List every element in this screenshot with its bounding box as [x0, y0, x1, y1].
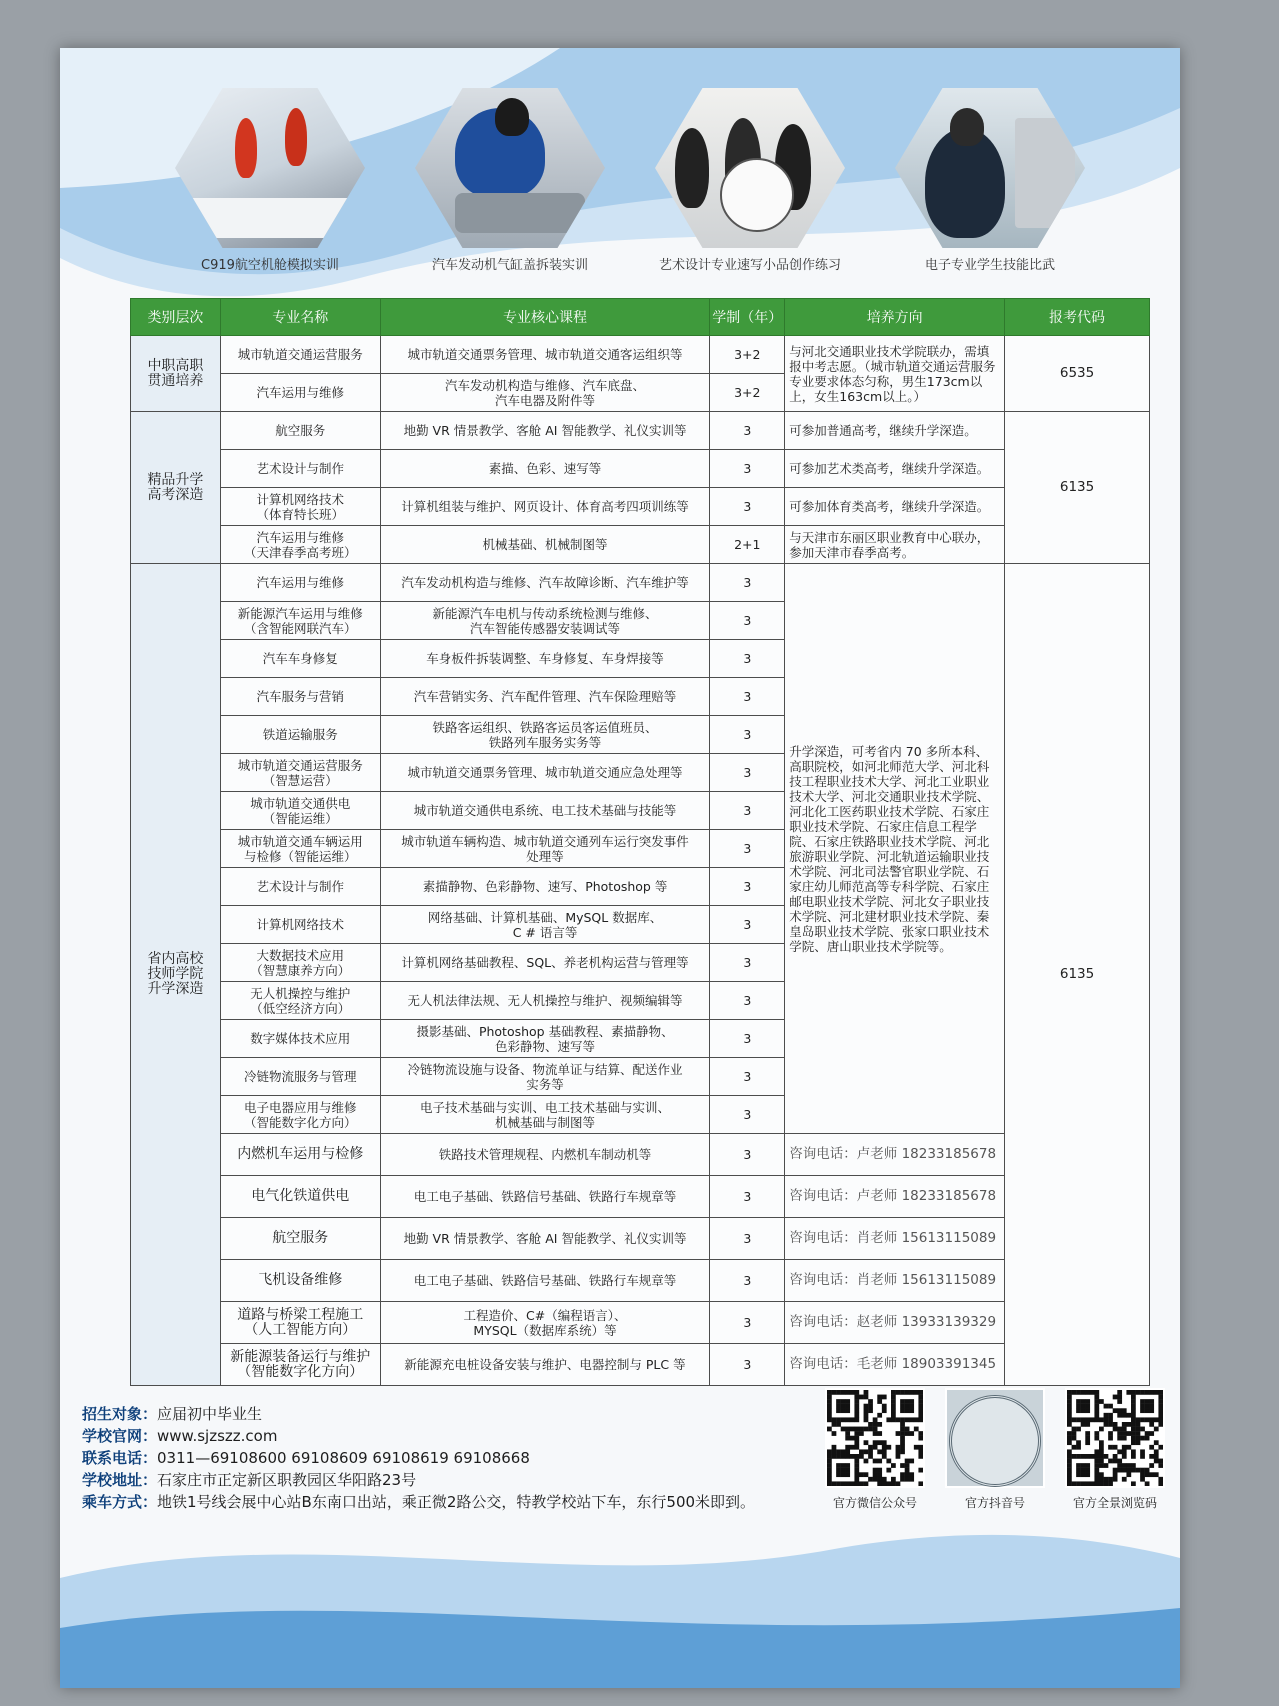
years-cell: 3	[710, 1134, 785, 1176]
code-cell: 6135	[1005, 564, 1150, 1386]
major-cell: 城市轨道交通车辆运用 与检修（智能运维）	[220, 830, 380, 868]
years-cell: 3	[710, 906, 785, 944]
major-cell: 汽车车身修复	[220, 640, 380, 678]
courses-cell: 汽车发动机构造与维修、汽车底盘、 汽车电器及附件等	[380, 374, 710, 412]
consult-phone-cell: 咨询电话：卢老师 18233185678	[785, 1176, 1005, 1218]
years-cell: 3	[710, 982, 785, 1020]
years-cell: 3+2	[710, 374, 785, 412]
qr-label: 官方抖音号	[964, 1496, 1025, 1510]
wechat-qr-block	[820, 1388, 930, 1511]
target-label: 招生对象：	[82, 1405, 158, 1423]
photo-engine-workshop	[415, 88, 605, 248]
website-line	[82, 1425, 782, 1447]
panorama-qr-block	[1060, 1388, 1170, 1511]
address-line	[82, 1469, 782, 1491]
courses-cell: 素描、色彩、速写等	[380, 450, 710, 488]
consult-phone-cell: 咨询电话：肖老师 15613115089	[785, 1218, 1005, 1260]
column-header: 专业名称	[220, 299, 380, 336]
major-cell: 电子电器应用与维修 （智能数字化方向）	[220, 1096, 380, 1134]
qr-label: 官方全景浏览码	[1072, 1496, 1157, 1510]
direction-cell: 可参加体育类高考，继续升学深造。	[785, 488, 1005, 526]
courses-cell: 地勤 VR 情景教学、客舱 AI 智能教学、礼仪实训等	[380, 1218, 710, 1260]
consult-phone-cell: 咨询电话：赵老师 13933139329	[785, 1302, 1005, 1344]
courses-cell: 电工电子基础、铁路信号基础、铁路行车规章等	[380, 1176, 710, 1218]
courses-cell: 汽车发动机构造与维修、汽车故障诊断、汽车维护等	[380, 564, 710, 602]
target-line	[82, 1403, 782, 1425]
direction-cell: 与河北交通职业技术学院联办，需填报中考志愿。（城市轨道交通运营服务专业要求体态匀称，男生173cm以上，女生163cm以上。）	[785, 336, 1005, 412]
direction-cell: 可参加普通高考，继续升学深造。	[785, 412, 1005, 450]
major-cell: 汽车运用与维修 （天津春季高考班）	[220, 526, 380, 564]
courses-cell: 地勤 VR 情景教学、客舱 AI 智能教学、礼仪实训等	[380, 412, 710, 450]
years-cell: 3	[710, 792, 785, 830]
consult-phone-cell: 咨询电话：肖老师 15613115089	[785, 1260, 1005, 1302]
consult-phone-cell: 咨询电话：卢老师 18233185678	[785, 1134, 1005, 1176]
column-header: 报考代码	[1005, 299, 1150, 336]
website-label: 学校官网：	[82, 1427, 158, 1445]
major-cell: 飞机设备维修	[220, 1260, 380, 1302]
route-value: 地铁1号线会展中心站B东南口出站，乘正微2路公交，特教学校站下车，东行500米即到。	[157, 1493, 756, 1511]
courses-cell: 机械基础、机械制图等	[380, 526, 710, 564]
photo-card	[640, 88, 860, 273]
seal-icon	[945, 1388, 1045, 1488]
table-row	[131, 336, 1150, 374]
major-cell: 城市轨道交通运营服务	[220, 336, 380, 374]
years-cell: 3	[710, 716, 785, 754]
courses-cell: 城市轨道车辆构造、城市轨道交通列车运行突发事件 处理等	[380, 830, 710, 868]
courses-cell: 铁路客运组织、铁路客运员客运值班员、 铁路列车服务实务等	[380, 716, 710, 754]
years-cell: 3	[710, 488, 785, 526]
courses-cell: 无人机法律法规、无人机操控与维护、视频编辑等	[380, 982, 710, 1020]
courses-cell: 铁路技术管理规程、内燃机车制动机等	[380, 1134, 710, 1176]
table-row	[131, 1218, 1150, 1260]
courses-cell: 素描静物、色彩静物、速写、Photoshop 等	[380, 868, 710, 906]
table-row	[131, 1302, 1150, 1344]
phone-label: 联系电话：	[82, 1449, 158, 1467]
years-cell: 3	[710, 868, 785, 906]
years-cell: 3	[710, 1176, 785, 1218]
courses-cell: 城市轨道交通供电系统、电工技术基础与技能等	[380, 792, 710, 830]
years-cell: 3	[710, 1058, 785, 1096]
route-label: 乘车方式：	[82, 1493, 158, 1511]
courses-cell: 城市轨道交通票务管理、城市轨道交通客运组织等	[380, 336, 710, 374]
douyin-block	[940, 1388, 1050, 1511]
major-cell: 铁道运输服务	[220, 716, 380, 754]
table-row	[131, 564, 1150, 602]
address-value: 石家庄市正定新区职教园区华阳路23号	[157, 1471, 417, 1489]
courses-cell: 计算机网络基础教程、SQL、养老机构运营与管理等	[380, 944, 710, 982]
major-cell: 新能源装备运行与维护 （智能数字化方向）	[220, 1344, 380, 1386]
photo-caption: C919航空机舱模拟实训	[201, 258, 339, 273]
courses-cell: 新能源充电桩设备安装与维护、电器控制与 PLC 等	[380, 1344, 710, 1386]
major-cell: 新能源汽车运用与维修 （含智能网联汽车）	[220, 602, 380, 640]
phone-line	[82, 1447, 782, 1469]
courses-cell: 工程造价、C#（编程语言）、 MYSQL（数据库系统）等	[380, 1302, 710, 1344]
courses-cell: 冷链物流设施与设备、物流单证与结算、配送作业 实务等	[380, 1058, 710, 1096]
years-cell: 3	[710, 564, 785, 602]
category-cell: 省内高校 技师学院 升学深造	[131, 564, 221, 1386]
major-cell: 城市轨道交通供电 （智能运维）	[220, 792, 380, 830]
photo-art-class	[655, 88, 845, 248]
major-cell: 艺术设计与制作	[220, 868, 380, 906]
years-cell: 3	[710, 1302, 785, 1344]
consult-phone-cell: 咨询电话：毛老师 18903391345	[785, 1344, 1005, 1386]
years-cell: 3	[710, 450, 785, 488]
courses-cell: 新能源汽车电机与传动系统检测与维修、 汽车智能传感器安装调试等	[380, 602, 710, 640]
direction-cell: 可参加艺术类高考，继续升学深造。	[785, 450, 1005, 488]
bottom-wave-decoration	[60, 1518, 1180, 1688]
photo-caption: 汽车发动机气缸盖拆装实训	[431, 258, 588, 273]
category-cell: 中职高职 贯通培养	[131, 336, 221, 412]
years-cell: 3+2	[710, 336, 785, 374]
program-table	[130, 298, 1150, 1386]
major-cell: 道路与桥梁工程施工 （人工智能方向）	[220, 1302, 380, 1344]
years-cell: 3	[710, 412, 785, 450]
table-body	[131, 336, 1150, 1386]
major-cell: 无人机操控与维护 （低空经济方向）	[220, 982, 380, 1020]
major-cell: 大数据技术应用 （智慧康养方向）	[220, 944, 380, 982]
school-info	[82, 1403, 782, 1513]
photo-caption: 电子专业学生技能比武	[924, 258, 1055, 273]
major-cell: 数字媒体技术应用	[220, 1020, 380, 1058]
major-cell: 汽车服务与营销	[220, 678, 380, 716]
years-cell: 3	[710, 640, 785, 678]
qr-label: 官方微信公众号	[832, 1496, 917, 1510]
major-cell: 电气化铁道供电	[220, 1176, 380, 1218]
courses-cell: 电工电子基础、铁路信号基础、铁路行车规章等	[380, 1260, 710, 1302]
table-row	[131, 450, 1150, 488]
brochure-page	[60, 48, 1180, 1688]
table-row	[131, 412, 1150, 450]
courses-cell: 计算机组装与维护、网页设计、体育高考四项训练等	[380, 488, 710, 526]
direction-cell: 与天津市东丽区职业教育中心联办，参加天津市春季高考。	[785, 526, 1005, 564]
website-value: www.sjzszz.com	[157, 1427, 278, 1445]
phone-value: 0311—69108600 69108609 69108619 69108668	[157, 1449, 530, 1467]
years-cell: 3	[710, 1020, 785, 1058]
courses-cell: 汽车营销实务、汽车配件管理、汽车保险理赔等	[380, 678, 710, 716]
courses-cell: 网络基础、计算机基础、MySQL 数据库、 C # 语言等	[380, 906, 710, 944]
column-header: 专业核心课程	[380, 299, 710, 336]
major-cell: 冷链物流服务与管理	[220, 1058, 380, 1096]
photo-card	[880, 88, 1100, 273]
courses-cell: 城市轨道交通票务管理、城市轨道交通应急处理等	[380, 754, 710, 792]
years-cell: 3	[710, 1260, 785, 1302]
table-row	[131, 1134, 1150, 1176]
route-line	[82, 1491, 782, 1513]
column-header: 类别层次	[131, 299, 221, 336]
years-cell: 3	[710, 830, 785, 868]
direction-cell: 升学深造，可考省内 70 多所本科、高职院校，如河北师范大学、河北科技工程职业技术大学、河北工业职业技术大学、河北交通职业技术学院、河北化工医药职业技术学院、石家庄职业技术学院、石家庄信息工程学院、石家庄铁路职业技术学院、河北旅游职业学院、河北轨道运输职业技术学院、河北司法警官职业学院、石家庄幼儿师范高等专科学院、石家庄邮电职业技术学院、河北女子职业技术学院、河北建材职业技术学院、秦皇岛职业技术学院、张家口职业技术学院、唐山职业技术学院等。	[785, 564, 1005, 1134]
years-cell: 3	[710, 678, 785, 716]
code-cell: 6135	[1005, 412, 1150, 564]
table-row	[131, 1260, 1150, 1302]
table-row	[131, 1344, 1150, 1386]
courses-cell: 摄影基础、Photoshop 基础教程、素描静物、 色彩静物、速写等	[380, 1020, 710, 1058]
courses-cell: 电子技术基础与实训、电工技术基础与实训、 机械基础与制图等	[380, 1096, 710, 1134]
years-cell: 3	[710, 754, 785, 792]
qr-code-icon	[1065, 1388, 1165, 1488]
category-cell: 精品升学 高考深造	[131, 412, 221, 564]
address-label: 学校地址：	[82, 1471, 158, 1489]
years-cell: 3	[710, 1096, 785, 1134]
years-cell: 3	[710, 1344, 785, 1386]
photo-aircraft-cabin	[175, 88, 365, 248]
years-cell: 3	[710, 944, 785, 982]
table-header-row	[131, 299, 1150, 336]
major-cell: 城市轨道交通运营服务 （智慧运营）	[220, 754, 380, 792]
major-cell: 汽车运用与维修	[220, 374, 380, 412]
major-cell: 计算机网络技术 （体育特长班）	[220, 488, 380, 526]
photo-card	[160, 88, 380, 273]
major-cell: 汽车运用与维修	[220, 564, 380, 602]
major-cell: 航空服务	[220, 1218, 380, 1260]
years-cell: 3	[710, 602, 785, 640]
code-cell: 6535	[1005, 336, 1150, 412]
photo-card	[400, 88, 620, 273]
courses-cell: 车身板件拆装调整、车身修复、车身焊接等	[380, 640, 710, 678]
qr-code-icon	[825, 1388, 925, 1488]
major-cell: 计算机网络技术	[220, 906, 380, 944]
major-cell: 艺术设计与制作	[220, 450, 380, 488]
photo-strip	[160, 88, 1120, 328]
major-cell: 内燃机车运用与检修	[220, 1134, 380, 1176]
major-cell: 航空服务	[220, 412, 380, 450]
years-cell: 2+1	[710, 526, 785, 564]
table-row	[131, 1176, 1150, 1218]
years-cell: 3	[710, 1218, 785, 1260]
table-row	[131, 488, 1150, 526]
column-header: 学制（年）	[710, 299, 785, 336]
photo-electronics-contest	[895, 88, 1085, 248]
column-header: 培养方向	[785, 299, 1005, 336]
target-value: 应届初中毕业生	[157, 1405, 263, 1423]
table-row	[131, 526, 1150, 564]
photo-caption: 艺术设计专业速写小品创作练习	[658, 258, 841, 273]
